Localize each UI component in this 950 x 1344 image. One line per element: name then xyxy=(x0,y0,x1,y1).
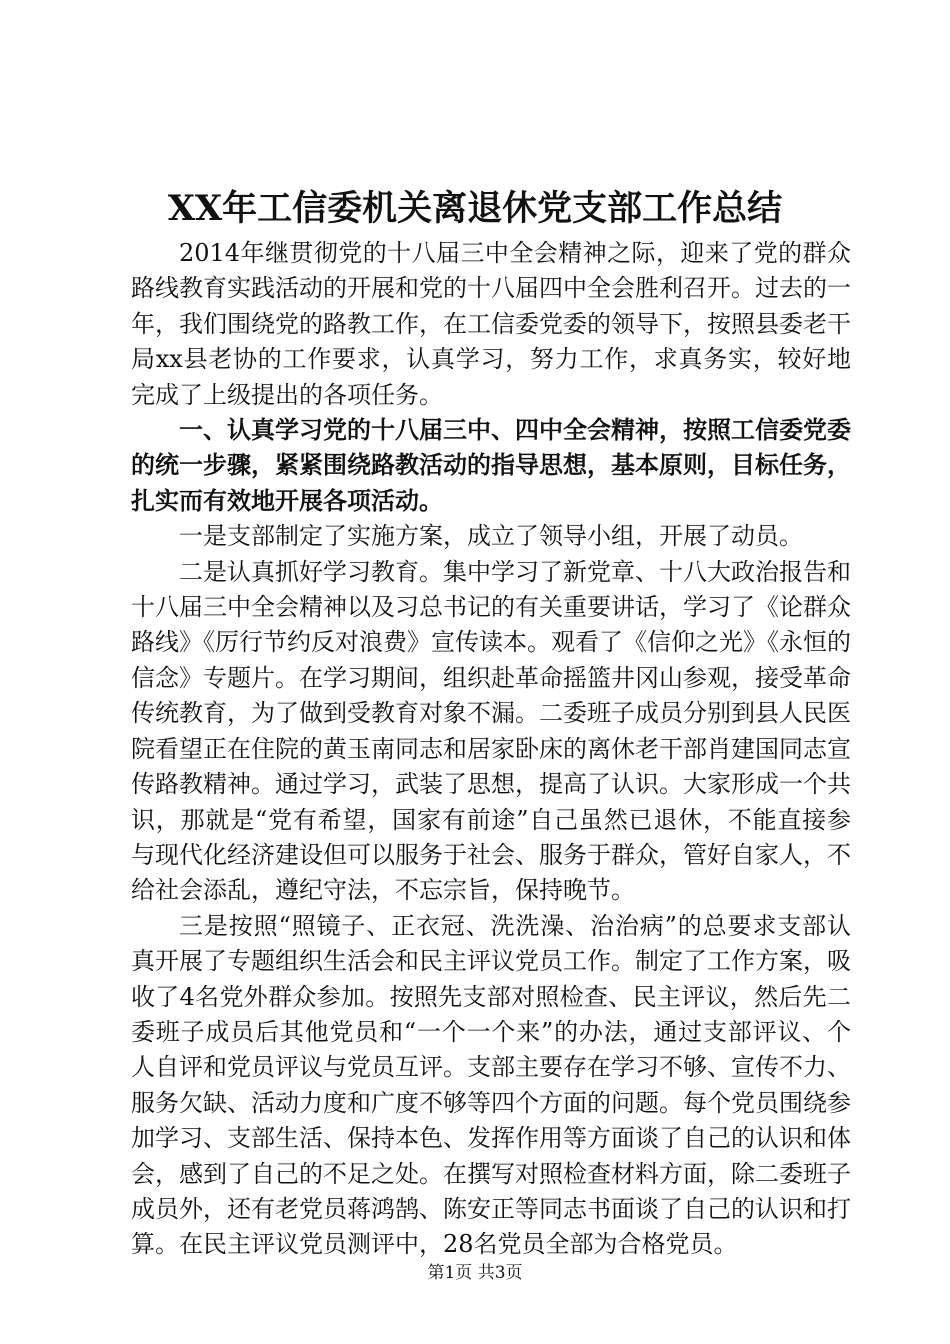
section-heading-1: 一、认真学习党的十八届三中、四中全会精神，按照工信委党委的统一步骤，紧紧围绕路教活动的指导思想，基本原则，目标任务，扎实而有效地开展各项活动。 xyxy=(131,416,851,515)
paragraph-3: 三是按照“照镜子、正衣冠、洗洗澡、治治病”的总要求支部认真开展了专题组织生活会和民主评议党员工作。制定了工作方案，吸收了4名党外群众参加。按照先支部对照检查、民主评议，然后先二委班子成员后其他党员和“一个一个来”的办法，通过支部评议、个人自评和党员评议与党员互评。支部主要存在学习不够、宣传不力、服务欠缺、活动力度和广度不够等四个方面的问题。每个党员围绕参加学习、支部生活、保持本色、发挥作用等方面谈了自己的认识和体会，感到了自己的不足之处。在撰写对照检查材料方面，除二委班子成员外，还有老党员蒋鸿鹄、陈安正等同志书面谈了自己的认识和打算。在民主评议党员测评中，28名党员全部为合格党员。 xyxy=(131,911,851,1259)
intro-paragraph: 2014年继贯彻党的十八届三中全会精神之际，迎来了党的群众路线教育实践活动的开展和党的十八届四中全会胜利召开。过去的一年，我们围绕党的路教工作，在工信委党委的领导下，按照县委老干局xx县老协的工作要求，认真学习，努力工作，求真务实，较好地完成了上级提出的各项任务。 xyxy=(131,239,851,409)
paragraph-2: 二是认真抓好学习教育。集中学习了新党章、十八大政治报告和十八届三中全会精神以及习总书记的有关重要讲话，学习了《论群众路线》《厉行节约反对浪费》宣传读本。观看了《信仰之光》《永恒的信念》专题片。在学习期间，组织赴革命摇篮井冈山参观，接受革命传统教育，为了做到受教育对象不漏。二委班子成员分别到县人民医院看望正在住院的黄玉南同志和居家卧床的离休老干部肖建国同志宣传路教精神。通过学习，武装了思想，提高了认识。大家形成一个共识，那就是“党有希望，国家有前途”自己虽然已退休，不能直接参与现代化经济建设但可以服务于社会、服务于群众，管好自家人，不给社会添乱，遵纪守法，不忘宗旨，保持晚节。 xyxy=(131,557,851,905)
page-footer: 第1页 共3页 xyxy=(427,1263,523,1283)
document-title: XX年工信委机关离退休党支部工作总结 xyxy=(167,188,783,229)
paragraph-1: 一是支部制定了实施方案，成立了领导小组，开展了动员。 xyxy=(179,522,803,551)
document-body xyxy=(131,236,851,1263)
